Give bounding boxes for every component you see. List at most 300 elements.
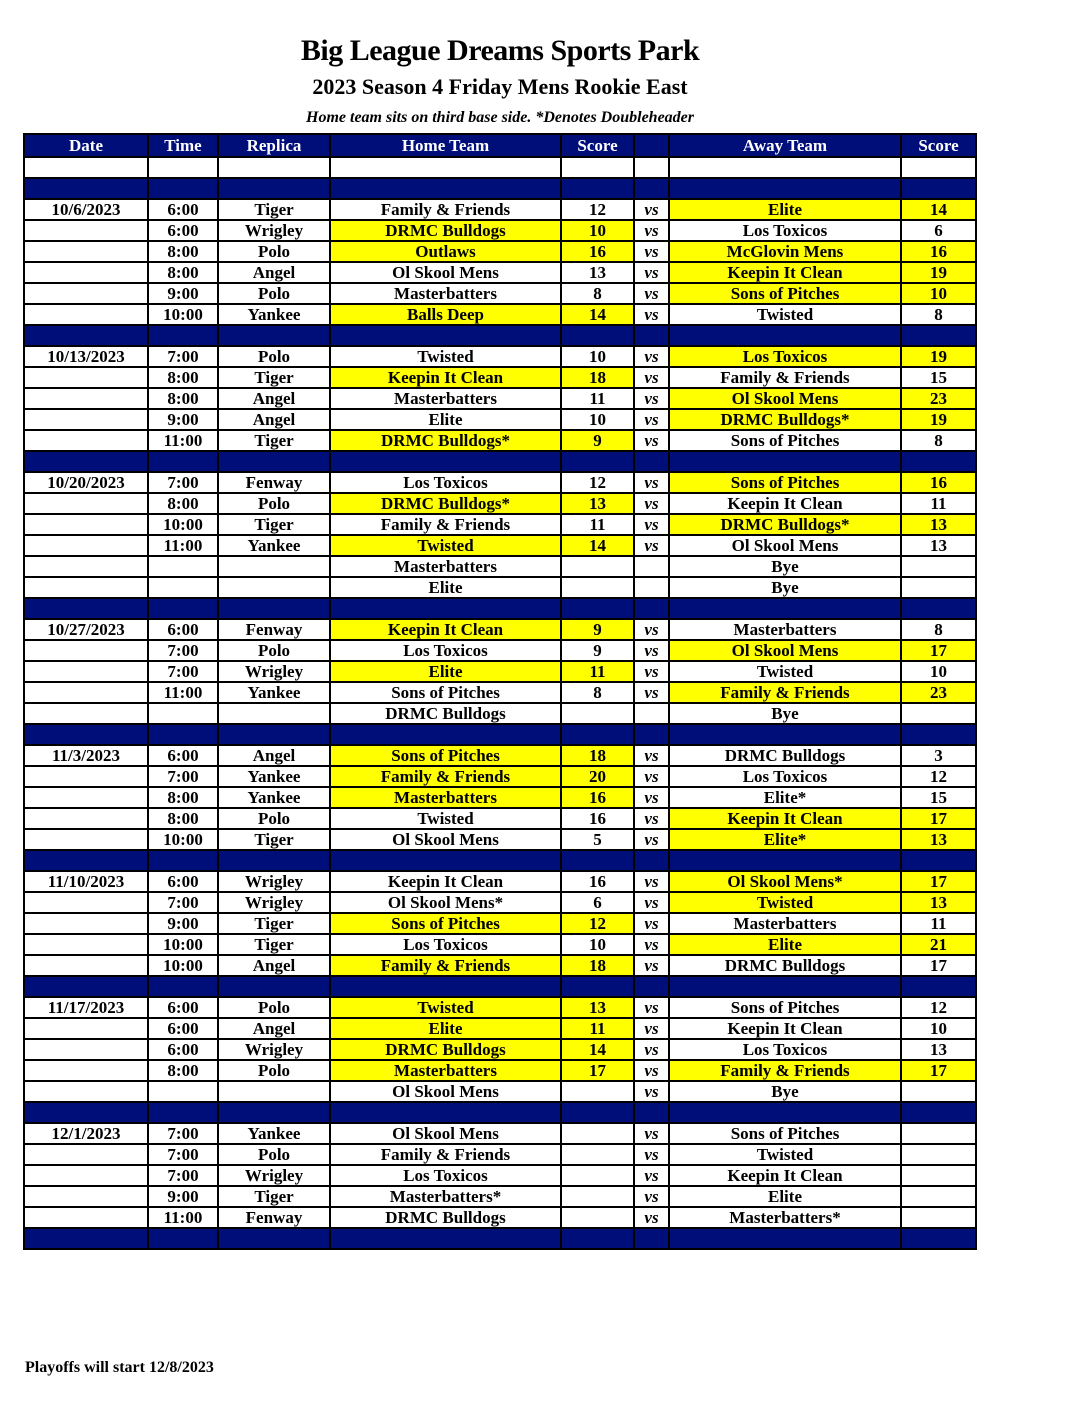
blank-cell: [148, 325, 218, 346]
home-team: DRMC Bulldogs*: [330, 430, 561, 451]
week-separator: [24, 451, 976, 472]
blank-cell: [901, 1102, 976, 1123]
away-score: [901, 1186, 976, 1207]
game-time: 10:00: [148, 955, 218, 976]
game-row: [24, 619, 976, 640]
home-team: Keepin It Clean: [330, 367, 561, 388]
home-score: 11: [561, 514, 634, 535]
vs-label: vs: [634, 1039, 669, 1060]
away-score: 13: [901, 1039, 976, 1060]
home-team: DRMC Bulldogs: [330, 220, 561, 241]
week-date: [24, 283, 148, 304]
replica-field: Tiger: [218, 430, 330, 451]
blank-cell: [561, 976, 634, 997]
blank-cell: [561, 325, 634, 346]
week-date: [24, 430, 148, 451]
week-date: [24, 661, 148, 682]
week-date: [24, 1018, 148, 1039]
schedule-table: [23, 133, 977, 1250]
home-score: 11: [561, 1018, 634, 1039]
game-row: [24, 829, 976, 850]
blank-cell: [901, 451, 976, 472]
blank-cell: [218, 724, 330, 745]
playoffs-note: Playoffs will start 12/8/2023: [25, 1359, 214, 1376]
blank-cell: [148, 724, 218, 745]
game-row: [24, 661, 976, 682]
home-score: 18: [561, 955, 634, 976]
away-score: 8: [901, 304, 976, 325]
replica-field: Yankee: [218, 304, 330, 325]
col-vs: [634, 134, 669, 157]
game-time: 9:00: [148, 409, 218, 430]
vs-label: vs: [634, 955, 669, 976]
home-score: 12: [561, 199, 634, 220]
away-score: 21: [901, 934, 976, 955]
home-team: Sons of Pitches: [330, 745, 561, 766]
away-score: 23: [901, 682, 976, 703]
home-score: 14: [561, 1039, 634, 1060]
game-time: 9:00: [148, 913, 218, 934]
home-score: 18: [561, 367, 634, 388]
game-time: 8:00: [148, 1060, 218, 1081]
blank-cell: [218, 1102, 330, 1123]
game-row: [24, 997, 976, 1018]
blank-cell: [24, 325, 148, 346]
blank-cell: [901, 598, 976, 619]
home-team: Keepin It Clean: [330, 619, 561, 640]
vs-label: vs: [634, 514, 669, 535]
blank-cell: [669, 724, 901, 745]
game-time: 8:00: [148, 367, 218, 388]
home-team: Family & Friends: [330, 766, 561, 787]
home-team: Keepin It Clean: [330, 871, 561, 892]
blank-cell: [218, 178, 330, 199]
blank-cell: [669, 178, 901, 199]
blank-cell: [330, 325, 561, 346]
blank-cell: [24, 451, 148, 472]
blank-cell: [148, 850, 218, 871]
away-team: Keepin It Clean: [669, 493, 901, 514]
game-time: 7:00: [148, 472, 218, 493]
week-separator: [24, 178, 976, 199]
home-score: 16: [561, 871, 634, 892]
week-date: [24, 514, 148, 535]
home-team: Masterbatters: [330, 787, 561, 808]
header-row: [24, 134, 976, 157]
vs-label: vs: [634, 619, 669, 640]
away-score: 13: [901, 535, 976, 556]
blank-cell: [901, 850, 976, 871]
col-away-team: Away Team: [669, 134, 901, 157]
game-row: [24, 493, 976, 514]
away-team: Family & Friends: [669, 367, 901, 388]
game-time: 10:00: [148, 934, 218, 955]
page-subtitle: 2023 Season 4 Friday Mens Rookie East: [312, 74, 688, 99]
week-date: 10/6/2023: [24, 199, 148, 220]
blank-cell: [148, 178, 218, 199]
away-team: Sons of Pitches: [669, 1123, 901, 1144]
game-row: [24, 682, 976, 703]
replica-field: Wrigley: [218, 892, 330, 913]
away-team: Elite: [669, 199, 901, 220]
blank-cell: [561, 451, 634, 472]
vs-label: vs: [634, 892, 669, 913]
week-date: [24, 241, 148, 262]
game-row: [24, 1186, 976, 1207]
game-row: [24, 1123, 976, 1144]
game-time: 11:00: [148, 430, 218, 451]
away-score: [901, 556, 976, 577]
away-team: Sons of Pitches: [669, 430, 901, 451]
home-score: [561, 1186, 634, 1207]
away-score: [901, 1144, 976, 1165]
week-date: [24, 955, 148, 976]
blank-cell: [634, 178, 669, 199]
blank-cell: [148, 451, 218, 472]
away-team: Los Toxicos: [669, 220, 901, 241]
home-score: 13: [561, 997, 634, 1018]
away-team: Elite*: [669, 787, 901, 808]
vs-label: vs: [634, 745, 669, 766]
away-score: 17: [901, 1060, 976, 1081]
col-replica: Replica: [218, 134, 330, 157]
vs-label: vs: [634, 262, 669, 283]
game-row: [24, 199, 976, 220]
schedule-body: [24, 157, 976, 1249]
vs-label: vs: [634, 1144, 669, 1165]
game-row: [24, 892, 976, 913]
home-score: [561, 577, 634, 598]
home-score: 13: [561, 493, 634, 514]
week-date: [24, 556, 148, 577]
game-row: [24, 1207, 976, 1228]
game-time: 10:00: [148, 304, 218, 325]
week-separator: [24, 850, 976, 871]
home-score: 8: [561, 283, 634, 304]
game-time: 7:00: [148, 1123, 218, 1144]
home-team: Outlaws: [330, 241, 561, 262]
game-row: [24, 934, 976, 955]
vs-label: vs: [634, 787, 669, 808]
week-date: [24, 1060, 148, 1081]
blank-cell: [218, 451, 330, 472]
game-row: [24, 745, 976, 766]
blank-cell: [24, 850, 148, 871]
blank-cell: [330, 724, 561, 745]
home-team: Family & Friends: [330, 955, 561, 976]
blank-cell: [24, 598, 148, 619]
game-row: [24, 262, 976, 283]
vs-label: vs: [634, 1165, 669, 1186]
away-team: McGlovin Mens: [669, 241, 901, 262]
week-date: [24, 766, 148, 787]
vs-label: vs: [634, 241, 669, 262]
home-score: 16: [561, 787, 634, 808]
blank-cell: [148, 1102, 218, 1123]
home-team: Ol Skool Mens: [330, 1123, 561, 1144]
blank-cell: [561, 850, 634, 871]
away-score: [901, 1165, 976, 1186]
game-row: [24, 1060, 976, 1081]
blank-cell: [669, 976, 901, 997]
game-time: [148, 703, 218, 724]
away-team: Ol Skool Mens: [669, 640, 901, 661]
vs-label: vs: [634, 535, 669, 556]
game-time: 7:00: [148, 1165, 218, 1186]
week-date: [24, 577, 148, 598]
home-team: Masterbatters*: [330, 1186, 561, 1207]
vs-label: vs: [634, 766, 669, 787]
replica-field: Angel: [218, 388, 330, 409]
home-score: 11: [561, 388, 634, 409]
home-score: 5: [561, 829, 634, 850]
home-score: [561, 703, 634, 724]
week-separator: [24, 724, 976, 745]
vs-label: vs: [634, 829, 669, 850]
game-row: [24, 388, 976, 409]
replica-field: Wrigley: [218, 1039, 330, 1060]
home-score: 9: [561, 640, 634, 661]
game-row: [24, 472, 976, 493]
blank-cell: [901, 724, 976, 745]
away-score: 19: [901, 346, 976, 367]
vs-label: vs: [634, 661, 669, 682]
blank-cell: [218, 325, 330, 346]
away-team: Elite*: [669, 829, 901, 850]
replica-field: Angel: [218, 1018, 330, 1039]
away-team: DRMC Bulldogs: [669, 955, 901, 976]
away-team: Masterbatters: [669, 619, 901, 640]
blank-cell: [561, 598, 634, 619]
game-row: [24, 1018, 976, 1039]
game-time: [148, 577, 218, 598]
away-score: [901, 1207, 976, 1228]
blank-cell: [634, 1228, 669, 1249]
away-team: Masterbatters: [669, 913, 901, 934]
vs-label: vs: [634, 1081, 669, 1102]
replica-field: [218, 577, 330, 598]
week-date: 12/1/2023: [24, 1123, 148, 1144]
game-time: 6:00: [148, 997, 218, 1018]
home-team: Masterbatters: [330, 388, 561, 409]
game-time: 8:00: [148, 493, 218, 514]
game-time: 10:00: [148, 829, 218, 850]
away-score: 17: [901, 640, 976, 661]
replica-field: Polo: [218, 1144, 330, 1165]
away-score: [901, 1081, 976, 1102]
replica-field: [218, 1081, 330, 1102]
week-date: [24, 703, 148, 724]
away-score: 16: [901, 241, 976, 262]
blank-cell: [24, 1102, 148, 1123]
week-separator: [24, 598, 976, 619]
week-date: [24, 535, 148, 556]
blank-cell: [330, 1228, 561, 1249]
week-date: [24, 388, 148, 409]
home-team: Elite: [330, 577, 561, 598]
away-team: Keepin It Clean: [669, 1018, 901, 1039]
game-row: [24, 514, 976, 535]
away-team: Sons of Pitches: [669, 472, 901, 493]
vs-label: vs: [634, 430, 669, 451]
home-score: 10: [561, 409, 634, 430]
away-score: 10: [901, 283, 976, 304]
away-team: Sons of Pitches: [669, 283, 901, 304]
vs-label: vs: [634, 640, 669, 661]
game-row: [24, 703, 976, 724]
away-team: Los Toxicos: [669, 346, 901, 367]
vs-label: vs: [634, 472, 669, 493]
vs-label: [634, 703, 669, 724]
home-score: [561, 1207, 634, 1228]
blank-cell: [218, 976, 330, 997]
home-score: 20: [561, 766, 634, 787]
week-date: [24, 934, 148, 955]
blank-cell: [330, 976, 561, 997]
home-team: Family & Friends: [330, 1144, 561, 1165]
blank-cell: [634, 976, 669, 997]
home-team: Ol Skool Mens*: [330, 892, 561, 913]
blank-cell: [148, 157, 218, 178]
home-team: Balls Deep: [330, 304, 561, 325]
home-team: Ol Skool Mens: [330, 262, 561, 283]
game-time: 8:00: [148, 808, 218, 829]
game-row: [24, 1081, 976, 1102]
week-date: [24, 409, 148, 430]
week-date: [24, 262, 148, 283]
away-team: Ol Skool Mens*: [669, 871, 901, 892]
replica-field: Wrigley: [218, 1165, 330, 1186]
away-score: 13: [901, 892, 976, 913]
vs-label: vs: [634, 388, 669, 409]
away-team: Family & Friends: [669, 682, 901, 703]
away-score: 14: [901, 199, 976, 220]
vs-label: vs: [634, 997, 669, 1018]
replica-field: Yankee: [218, 766, 330, 787]
home-score: 6: [561, 892, 634, 913]
vs-label: vs: [634, 871, 669, 892]
away-score: 15: [901, 367, 976, 388]
blank-cell: [901, 325, 976, 346]
home-score: 8: [561, 682, 634, 703]
week-separator: [24, 1228, 976, 1249]
home-team: Elite: [330, 409, 561, 430]
blank-cell: [669, 850, 901, 871]
home-score: 9: [561, 619, 634, 640]
week-separator: [24, 976, 976, 997]
game-row: [24, 577, 976, 598]
replica-field: Wrigley: [218, 661, 330, 682]
away-team: Keepin It Clean: [669, 1165, 901, 1186]
away-score: 10: [901, 661, 976, 682]
game-time: 6:00: [148, 199, 218, 220]
game-row: [24, 640, 976, 661]
home-team: Sons of Pitches: [330, 682, 561, 703]
week-separator: [24, 325, 976, 346]
game-time: 8:00: [148, 388, 218, 409]
blank-cell: [148, 1228, 218, 1249]
replica-field: Tiger: [218, 367, 330, 388]
game-row: [24, 808, 976, 829]
home-score: [561, 556, 634, 577]
blank-cell: [634, 325, 669, 346]
game-time: 7:00: [148, 640, 218, 661]
game-time: 8:00: [148, 241, 218, 262]
away-team: Elite: [669, 1186, 901, 1207]
home-score: [561, 1165, 634, 1186]
blank-cell: [218, 157, 330, 178]
away-score: 11: [901, 493, 976, 514]
replica-field: Polo: [218, 493, 330, 514]
col-date: Date: [24, 134, 148, 157]
blank-cell: [669, 1102, 901, 1123]
home-score: 13: [561, 262, 634, 283]
game-row: [24, 535, 976, 556]
vs-label: vs: [634, 283, 669, 304]
away-score: [901, 577, 976, 598]
home-team: DRMC Bulldogs: [330, 1039, 561, 1060]
away-team: Twisted: [669, 661, 901, 682]
replica-field: Yankee: [218, 535, 330, 556]
replica-field: Angel: [218, 955, 330, 976]
replica-field: Angel: [218, 262, 330, 283]
week-date: [24, 1144, 148, 1165]
away-team: DRMC Bulldogs*: [669, 409, 901, 430]
vs-label: [634, 556, 669, 577]
away-score: 8: [901, 430, 976, 451]
week-date: [24, 493, 148, 514]
week-date: [24, 1207, 148, 1228]
game-time: 7:00: [148, 346, 218, 367]
away-team: Keepin It Clean: [669, 262, 901, 283]
week-date: [24, 640, 148, 661]
game-row: [24, 304, 976, 325]
week-date: 11/10/2023: [24, 871, 148, 892]
blank-cell: [901, 178, 976, 199]
home-score: 12: [561, 472, 634, 493]
vs-label: vs: [634, 304, 669, 325]
week-date: [24, 787, 148, 808]
away-team: Family & Friends: [669, 1060, 901, 1081]
replica-field: Wrigley: [218, 871, 330, 892]
away-team: Los Toxicos: [669, 1039, 901, 1060]
blank-cell: [218, 1228, 330, 1249]
col-time: Time: [148, 134, 218, 157]
blank-cell: [561, 1228, 634, 1249]
vs-label: vs: [634, 1018, 669, 1039]
game-row: [24, 241, 976, 262]
home-score: 12: [561, 913, 634, 934]
away-team: DRMC Bulldogs*: [669, 514, 901, 535]
game-row: [24, 871, 976, 892]
replica-field: Polo: [218, 640, 330, 661]
replica-field: Angel: [218, 409, 330, 430]
week-date: [24, 1186, 148, 1207]
home-team: Los Toxicos: [330, 1165, 561, 1186]
replica-field: Polo: [218, 241, 330, 262]
home-team: Family & Friends: [330, 199, 561, 220]
away-team: Ol Skool Mens: [669, 535, 901, 556]
blank-cell: [561, 178, 634, 199]
away-team: Twisted: [669, 304, 901, 325]
home-team: Masterbatters: [330, 556, 561, 577]
vs-label: vs: [634, 367, 669, 388]
game-row: [24, 346, 976, 367]
away-score: 13: [901, 829, 976, 850]
game-time: 6:00: [148, 871, 218, 892]
vs-label: vs: [634, 493, 669, 514]
week-date: 11/17/2023: [24, 997, 148, 1018]
